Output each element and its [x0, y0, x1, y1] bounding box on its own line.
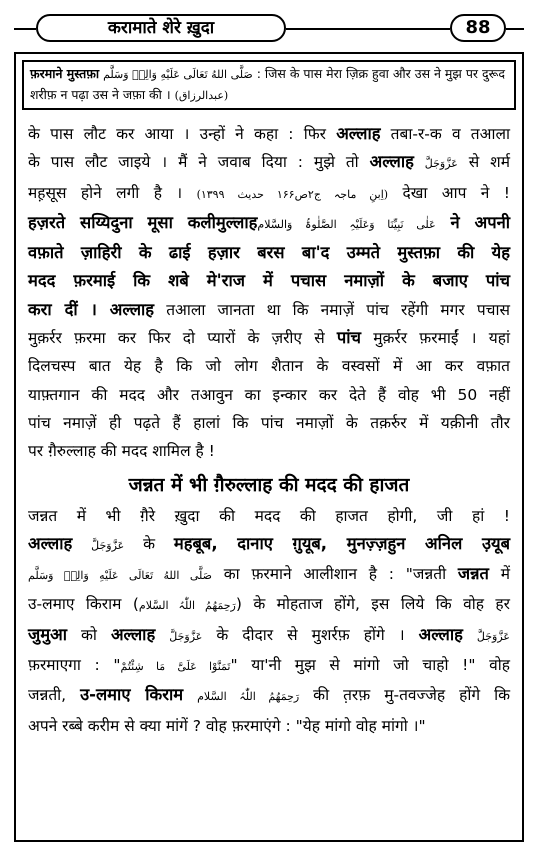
bold-segment: उ-लमाए किराम	[80, 685, 184, 705]
text-line	[28, 681, 510, 711]
text-segment	[183, 686, 197, 704]
text-segment: के पास लौट जाइये । मैं ने जवाब दिया : मुझे तो	[28, 153, 370, 172]
text-segment: देखा आप ने !	[388, 183, 510, 202]
bold-segment: जुमुआ	[28, 624, 67, 644]
bold-segment: वफ़ाते ज़ाहिरी के ढाई हज़ार बरस बा'द उम्मते मुस्तफ़ा की येह	[28, 243, 510, 263]
bold-segment: पांच	[336, 328, 362, 348]
page-number: 88	[450, 14, 506, 42]
text-segment: मह़सूस होने लगी है ।	[28, 183, 197, 202]
text-line	[28, 712, 510, 740]
text-segment: में	[488, 565, 510, 584]
arabic-segment: عَزَّوَجَلَّ	[424, 157, 458, 171]
text-line	[28, 651, 510, 681]
text-segment: का फ़रमाने आलीशान है : "जन्नती	[211, 565, 458, 584]
text-line	[28, 502, 510, 530]
bold-segment: महबूब, दानाए ग़ुयूब, मुनज़्ज़हुन अनिल उ़यूब	[173, 533, 510, 553]
hadith-quote-box	[22, 60, 516, 110]
text-segment: याफ़्तगान की मदद और तआवुन का इन्कार कर देते हैं वोह भी 50 नहीं	[28, 385, 510, 404]
book-title: करामाते शेरे ख़ुदा	[36, 14, 286, 42]
text-line	[28, 352, 510, 380]
text-segment: को	[66, 625, 111, 644]
text-segment: से शर्म	[457, 153, 510, 172]
arabic-segment: رَحِمَهُمُ اللّٰہُ السَّلام	[138, 599, 236, 613]
text-line	[28, 209, 510, 239]
bold-segment: जन्नत	[457, 564, 489, 584]
bold-segment: करा दीं । अल्लाह	[28, 299, 155, 319]
arabic-segment: صَلَّى اللهُ تَعَالَى عَلَيْهِ وَالِهٖ وَسَلَّم	[28, 569, 212, 583]
text-segment: पर ग़ैरुल्लाह की मदद शामिल है !	[28, 442, 215, 461]
text-segment: जन्नत में भी ग़ैरे ख़ुदा की मदद की हाजत होगी, जी हां !	[28, 506, 510, 525]
text-line	[28, 437, 510, 465]
text-segment: " या'नी मुझ से मांगो जो चाहो !" वोह	[230, 656, 511, 675]
bold-segment: अल्लाह	[336, 124, 381, 143]
text-segment: पांच नमाज़ें ही पढ़ते हैं हालां कि पांच नमाज़ों के तक़र्रुर में यक़ीनी तौर	[28, 413, 510, 432]
page-header	[14, 10, 524, 50]
text-segment	[72, 535, 91, 553]
quote-salutation: صَلَّى اللهُ تَعَالَى عَلَيْهِ وَالِهٖ وَسَلَّم	[103, 68, 253, 81]
text-line	[28, 560, 510, 590]
text-segment: ) के मोहताज होंगे, इस लिये कि वोह हर	[235, 595, 510, 614]
text-line	[28, 267, 510, 295]
arabic-segment: عَزَّوَجَلَّ	[169, 629, 203, 643]
quote-text-2: शरीफ़ न पढ़ा उस ने जफ़ा की ।	[30, 87, 171, 102]
text-line	[28, 621, 510, 651]
text-segment: के	[124, 534, 174, 553]
text-segment: तबा-र-क व तआला	[380, 125, 510, 143]
text-line	[28, 381, 510, 409]
arabic-segment: عَزَّوَجَلَّ	[91, 538, 125, 552]
arabic-segment: (اِبنِ ماجہ ج۲ص۱۶۶ حدیث ۱۳۹۹)	[196, 187, 389, 201]
text-segment: मुक़र्रर फ़रमा कर फिर दो प्यारों के ज़रीए से	[28, 329, 337, 348]
bold-segment: हज़रते सय्यिदुना मूसा कलीमुल्लाह	[28, 212, 258, 232]
bold-segment: अल्लाह	[28, 533, 73, 553]
text-segment: मुक़र्रर फ़रमाईं । यहां	[361, 329, 510, 348]
text-segment	[414, 153, 425, 171]
text-segment: की त़रफ़ मु-तवज्जेह होंगे कि	[299, 686, 510, 705]
text-line	[28, 179, 510, 209]
header-rule-left	[14, 28, 36, 30]
text-segment: के दीदार से मुशर्रफ़ होंगे ।	[202, 625, 419, 644]
text-segment: फ़रमाएगा : "	[28, 656, 121, 675]
header-rule-right	[506, 28, 524, 30]
header-rule-middle	[286, 28, 450, 30]
text-line	[28, 409, 510, 437]
arabic-segment: رَحِمَهُمُ اللّٰہُ السَّلام	[197, 690, 300, 704]
bold-segment: मदद फ़रमाई कि शबे मे'राज में पचास नमाज़ों के बजाए पांच	[28, 271, 510, 291]
bold-segment: अल्लाह	[110, 624, 156, 644]
bold-segment: अल्लाह	[418, 624, 463, 644]
bold-segment: ने अपनी	[435, 212, 510, 232]
text-line	[28, 148, 510, 178]
quote-source: (عبدالرزاق)	[174, 89, 229, 102]
text-line	[28, 530, 510, 560]
body-text-block-2	[28, 502, 510, 740]
text-line	[28, 296, 510, 324]
text-segment: के पास लौट कर आया । उन्हों ने कहा : फिर	[28, 125, 337, 143]
main-content	[28, 120, 510, 740]
arabic-segment: تَمَنَّوْا عَلَیَّ مَا شِئْتُمْ	[120, 660, 231, 674]
text-segment	[463, 626, 477, 644]
arabic-segment: عَلٰی نَبِیِّنَا وَعَلَیْہِ الصَّلٰوۃُ وَالسَّلام	[257, 217, 436, 231]
bold-segment: अल्लाह	[369, 152, 414, 172]
text-segment: उ-लमाए किराम (	[28, 595, 139, 614]
arabic-segment: عَزَّوَجَلَّ	[476, 629, 510, 643]
text-line	[28, 239, 510, 267]
section-heading: जन्नत में भी ग़ैरुल्लाह की मदद की हाजत	[128, 473, 410, 496]
text-line	[28, 590, 510, 620]
text-segment: दिलचस्प बात येह है कि जो लोग शैतान के वस्वसों में आ कर वफ़ात	[28, 357, 510, 376]
text-segment: जन्नती,	[28, 686, 81, 705]
text-segment: तआला जानता था कि नमाज़ें पांच रहेंगी मगर पचास	[154, 300, 510, 319]
text-segment: अपने रब्बे करीम से क्या मांगें ? वोह फ़रमाएंगे : "येह मांगो वोह मांगो ।"	[28, 716, 426, 735]
text-line	[28, 120, 510, 148]
quote-label: फ़रमाने मुस्तफ़ा	[30, 66, 100, 81]
text-segment	[155, 626, 169, 644]
quote-text-1: : जिस के पास मेरा ज़िक्र हुवा और उस ने मुझ पर दुरूद	[256, 66, 505, 81]
body-text-block-1	[28, 120, 510, 466]
text-line	[28, 324, 510, 352]
